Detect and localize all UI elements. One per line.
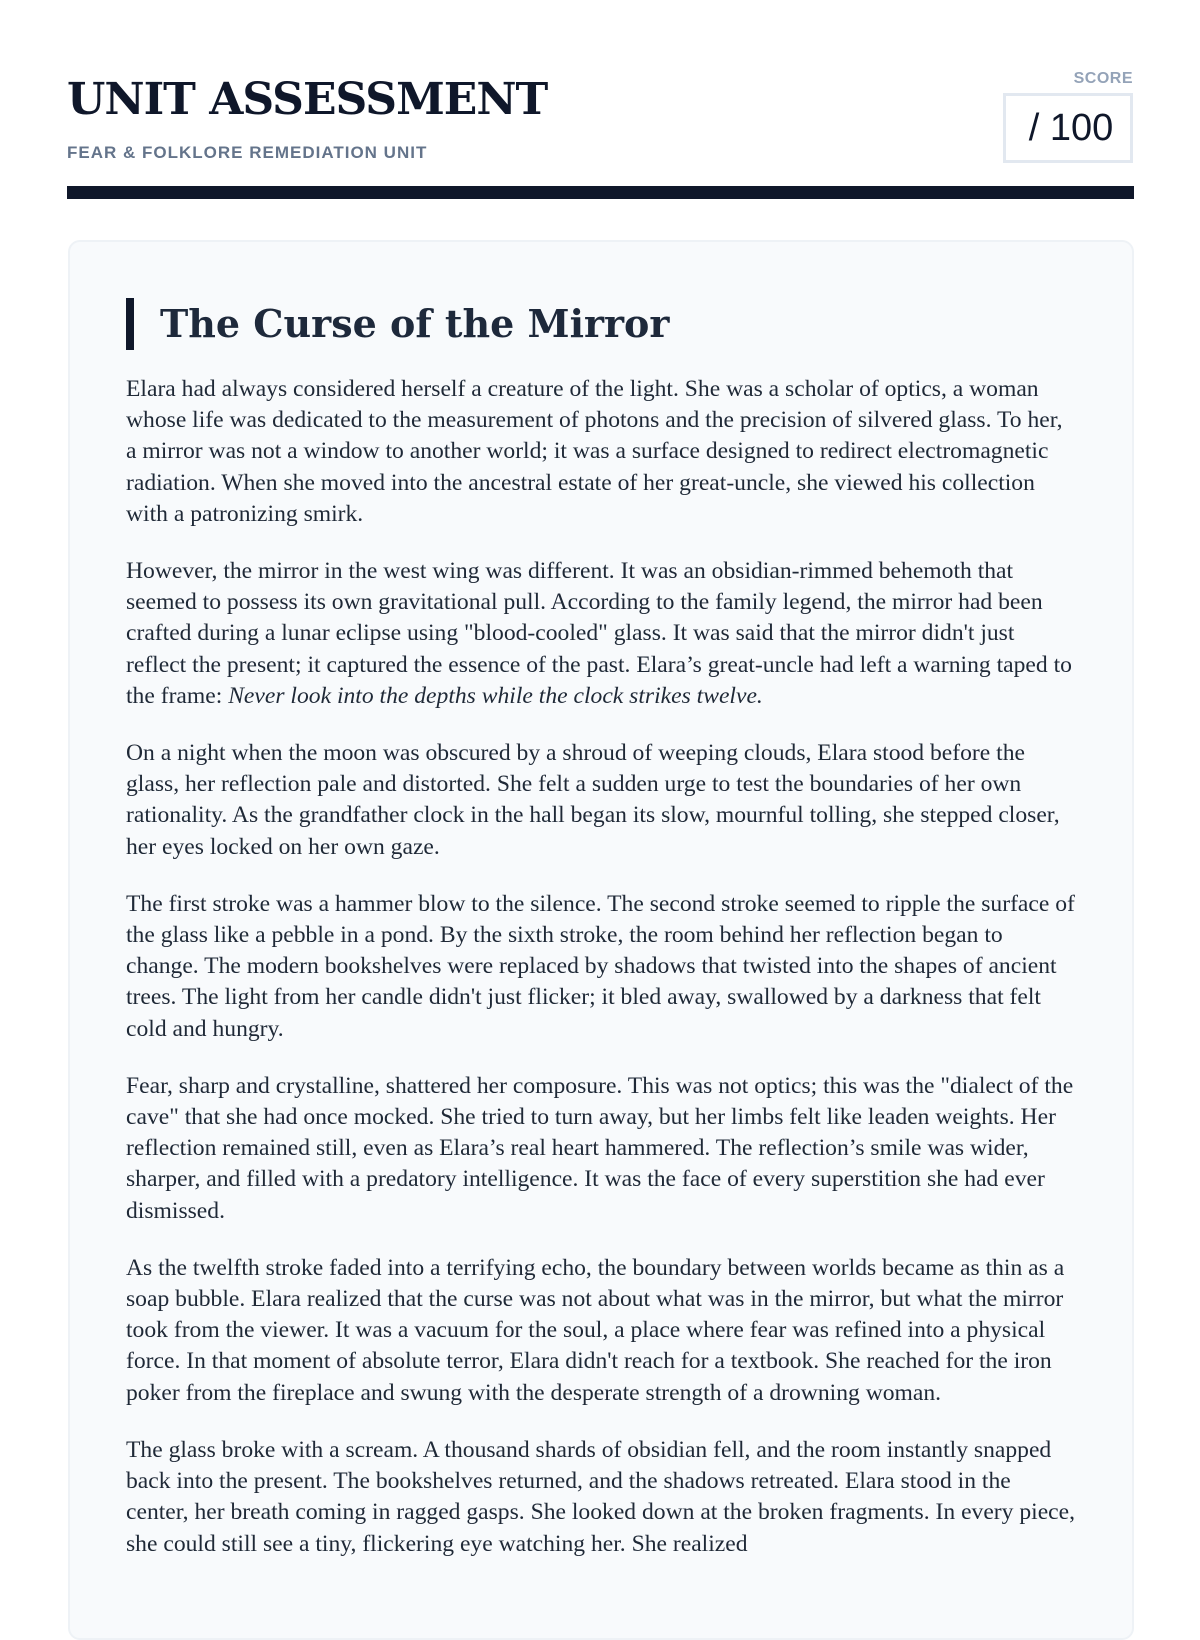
passage-card bbox=[68, 240, 1134, 1640]
passage-body bbox=[126, 374, 1076, 1560]
paragraph-text: However, the mirror in the west wing was different. It was an obsidian-rimmed behemoth that seemed to possess its own gravitational pull. According to the family legend, the mirror had been crafted during a lunar eclipse using "blood-cooled" glass. It was said that the mirror didn't just reflect the present; it captured the essence of the past. Elara’s great-uncle had left a warning taped to the frame: bbox=[126, 558, 1072, 709]
header-divider bbox=[67, 186, 1134, 199]
assessment-header bbox=[67, 60, 1133, 200]
passage-paragraph: On a night when the moon was obscured by a shroud of weeping clouds, Elara stood before the glass, her reflection pale and distorted. She felt a sudden urge to test the boundaries of her own rationality. As the grandfather clock in the hall began its slow, mournful tolling, she stepped closer, her eyes locked on her own gaze. bbox=[126, 740, 1060, 860]
score-label: SCORE bbox=[1073, 70, 1133, 87]
passage-paragraph bbox=[126, 556, 1076, 712]
passage-paragraph: Elara had always considered herself a creature of the light. She was a scholar of optics, a woman whose life was dedicated to the measurement of photons and the precision of silvered glass. To her, a mirror was not a window to another world; it was a surface designed to redirect electromagnetic radiation. When she moved into the ancestral estate of her great-uncle, she viewed his collection with a patronizing smirk. bbox=[126, 376, 1063, 527]
passage-paragraph: The first stroke was a hammer blow to the silence. The second stroke seemed to ripple the surface of the glass like a pebble in a pond. By the sixth stroke, the room behind her reflection began to change. The modern bookshelves were replaced by shadows that twisted into the shapes of ancient trees. The light from her candle didn't just flicker; it bled away, swallowed by a darkness that felt cold and hungry. bbox=[126, 890, 1075, 1042]
passage-paragraph: As the twelfth stroke faded into a terrifying echo, the boundary between worlds became as thin as a soap bubble. Elara realized that the curse was not about what was in the mirror, but what the mirror took from the viewer. It was a vacuum for the soul, a place where fear was refined into a physical force. In that moment of absolute terror, Elara didn't reach for a textbook. She reached for the iron poker from the fireplace and swung with the desperate strength of a drowning woman. bbox=[126, 1254, 1065, 1406]
score-box[interactable] bbox=[1003, 93, 1133, 163]
unit-subtitle: FEAR & FOLKLORE REMEDIATION UNIT bbox=[67, 143, 428, 162]
page-title: UNIT ASSESSMENT bbox=[67, 74, 548, 125]
passage-paragraph: The glass broke with a scream. A thousand shards of obsidian fell, and the room instantly snapped back into the present. The bookshelves returned, and the shadows retreated. Elara stood in the center, her breath coming in ragged gasps. She looked down at the broken fragments. In every piece, she could still see a tiny, flickering eye watching her. She realized bbox=[126, 1436, 1076, 1557]
passage-paragraph: Fear, sharp and crystalline, shattered her composure. This was not optics; this was the "dialect of the cave" that she had once mocked. She tried to turn away, but her limbs felt like leaden weights. Her reflection remained still, even as Elara’s real heart hammered. The reflection’s smile was wider, sharper, and filled with a predatory intelligence. It was the face of every superstition she had ever dismissed. bbox=[126, 1072, 1074, 1224]
passage-title: The Curse of the Mirror bbox=[126, 298, 1076, 350]
score-total: / 100 bbox=[1028, 106, 1114, 149]
warning-text: Never look into the depths while the clock strikes twelve. bbox=[228, 682, 763, 709]
